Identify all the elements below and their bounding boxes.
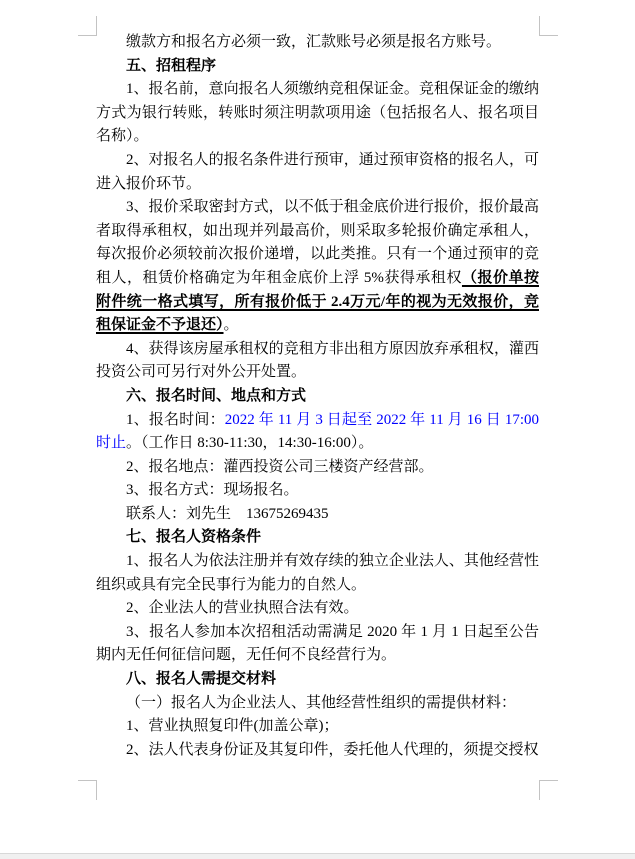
paragraph-materials-intro: （一）报名人为企业法人、其他经营性组织的需提供材料： [126,694,517,711]
heading-registration-time-place-method: 六、报名时间、地点和方式 [126,387,307,404]
heading-rental-procedure: 五、招租程序 [126,57,217,74]
page-bottom-edge [0,853,635,859]
paragraph-payment-account-note: 缴款方和报名方必须一致，汇款账号必须是报名方账号。 [126,34,502,50]
paragraph-registration-place: 2、报名地点：灌西投资公司三楼资产经营部。 [126,458,434,475]
bid-invalid-rule-bold-underline: （报价单按附件统一格式填写，所有报价低于 2.4万元/年的视为无效报价，竞租保证金不予退还） [96,269,539,334]
paragraph-materials-1-license: 1、营业执照复印件(加盖公章)； [126,718,339,735]
paragraph-qualification-2: 2、企业法人的营业执照合法有效。 [126,600,359,617]
paragraph-qualification-3: 3、报名人参加本次招租活动需满足 2020 年 1 月 1 日起至公告期内无任何征信问题，无任何不良经营行为。 [96,623,539,664]
paragraph-registration-time: 1、报名时间：2022 年 11 月 3 日起至 2022 年 11 月 16 日 17:00 时止。（工作日 8:30-11:30，14:30-16:00）。 [96,411,539,452]
heading-required-materials: 八、报名人需提交材料 [126,671,277,688]
paragraph-procedure-4-abandonment: 4、获得该房屋承租权的竞租方非出租方原因放弃承租权，灌西投资公司可另行对外公开处置。 [96,340,539,381]
paragraph-procedure-1-deposit: 1、报名前，意向报名人须缴纳竞租保证金。竞租保证金的缴纳方式为银行转账，转账时须注明款项用途（包括报名人、报名项目名称）。 [96,81,539,145]
registration-date-range: 2022 年 11 月 3 日起至 2022 年 11 月 16 日 17:00 时止 [96,411,539,452]
document-text-area[interactable] [96,31,539,762]
paragraph-qualification-1: 1、报名人为依法注册并有效存续的独立企业法人、其他经营性组织或具有完全民事行为能力的自然人。 [96,553,539,593]
text-boundary-mark-top-right [539,16,558,36]
paragraph-procedure-3-bidding: 3、报价采取密封方式，以不低于租金底价进行报价，报价最高者取得承租权，如出现并列最高价，则采取多轮报价确定承租人，每次报价必须较前次报价递增，以此类推。只有一个通过预审的竞租人，租赁价格确定为年租金底价上浮 5%获得承租权（报价单按附件统一格式填写，所有报价低于 2.4万元/年的视为无效报价，竞租保证金不予退还）。 [96,199,539,334]
paragraph-procedure-2-prequalification: 2、对报名人的报名条件进行预审，通过预审资格的报名人，可进入报价环节。 [96,151,539,192]
paragraph-materials-2-id: 2、法人代表身份证及其复印件，委托他人代理的，须提交授权 [126,741,539,758]
heading-applicant-qualification: 七、报名人资格条件 [126,529,262,546]
text-boundary-mark-top-left [78,16,97,36]
paragraph-registration-method: 3、报名方式：现场报名。 [126,482,299,499]
text-boundary-mark-bottom-right [539,780,558,800]
text-boundary-mark-bottom-left [78,780,97,800]
paragraph-contact-person: 联系人：刘先生 13675269435 [126,505,329,522]
